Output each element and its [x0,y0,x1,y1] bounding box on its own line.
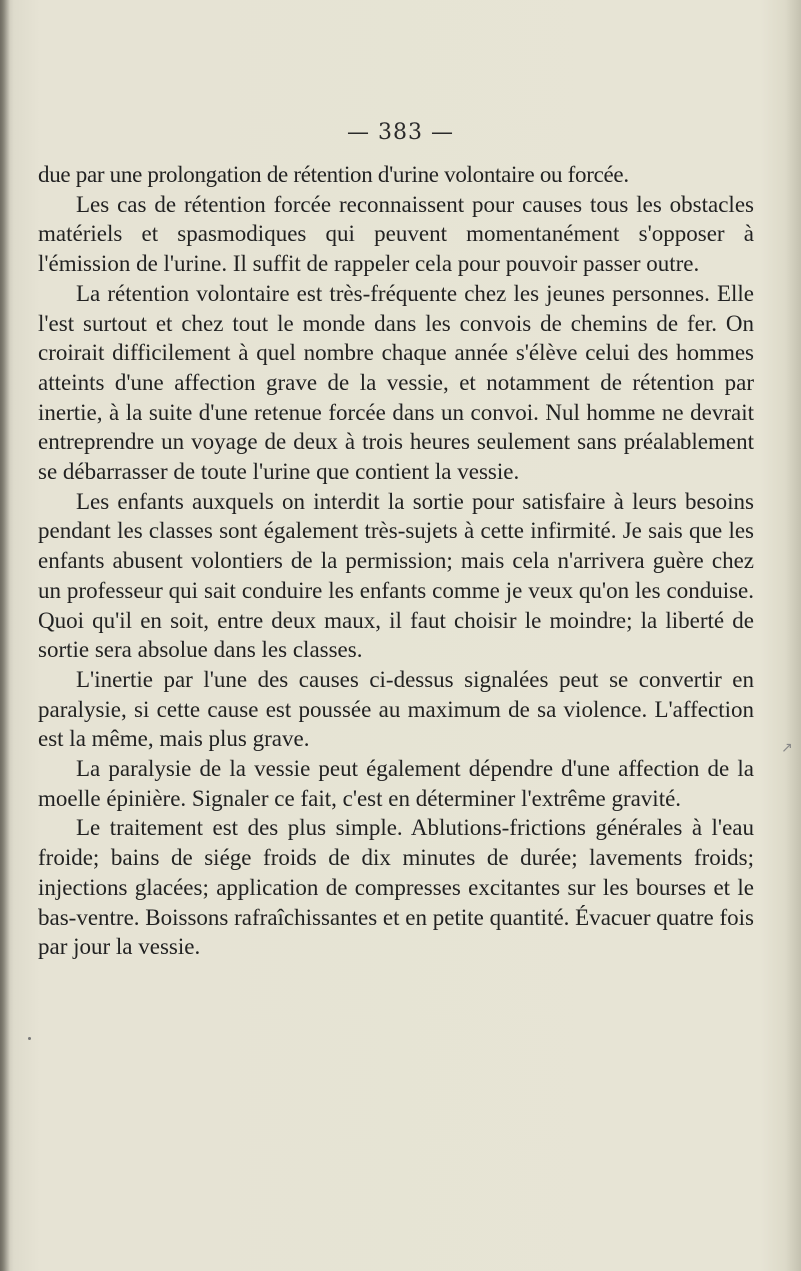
ink-speck [28,1037,31,1040]
paragraph-1: due par une prolongation de rétention d'urine volontaire ou forcée. [38,162,629,187]
paragraph-6: La paralysie de la vessie peut également dépendre d'une affection de la moelle épinière. Signaler ce fait, c'est en déterminer l'extrême gravité. [38,756,754,811]
paragraph-5: L'inertie par l'une des causes ci-dessus signalées peut se convertir en paralysie, si cette cause est poussée au maximum de sa violence. L'affection est la même, mais plus grave. [38,666,754,752]
binding-shadow [0,0,10,1271]
paragraph-2: Les cas de rétention forcée reconnaissent pour causes tous les obstacles matériels et spasmodiques qui peuvent momentanément s'opposer à l'émission de l'urine. Il suffit de rappeler cela pour pouvoir passer outre. [38,191,754,277]
paragraph-4: Les enfants auxquels on interdit la sortie pour satisfaire à leurs besoins pendant les classes sont également très-sujets à cette infirmité. Je sais que les enfants abusent volontiers de la permission; mais cela n'arrivera guère chez un professeur qui sait conduire les enfants comme je veux qu'on les conduise. Quoi qu'il en soit, entre deux maux, il faut choisir le moindre; la liberté de sortie sera absolue dans les classes. [38,488,754,663]
paragraph-7: Le traitement est des plus simple. Ablutions-frictions générales à l'eau froide; bains de siége froids de dix minutes de durée; lavements froids; injections glacées; application de compresses excitantes sur les bourses et le bas-ventre. Boissons rafraîchissantes et en petite quantité. Évacuer quatre fois par jour la vessie. [38,815,754,960]
page-number: — 383 — [347,120,454,145]
body-text [38,160,754,962]
paragraph-3: La rétention volontaire est très-fréquente chez les jeunes personnes. Elle l'est surtout et chez tout le monde dans les convois de chemins de fer. On croirait difficilement à quel nombre chaque année s'élève celui des hommes atteints d'une affection grave de la vessie, et notamment de rétention par inertie, à la suite d'une retenue forcée dans un convoi. Nul homme ne devrait entreprendre un voyage de deux à trois heures seulement sans préalablement se débarrasser de toute l'urine que contient la vessie. [38,280,754,485]
margin-mark-icon: ↗ [781,740,793,756]
